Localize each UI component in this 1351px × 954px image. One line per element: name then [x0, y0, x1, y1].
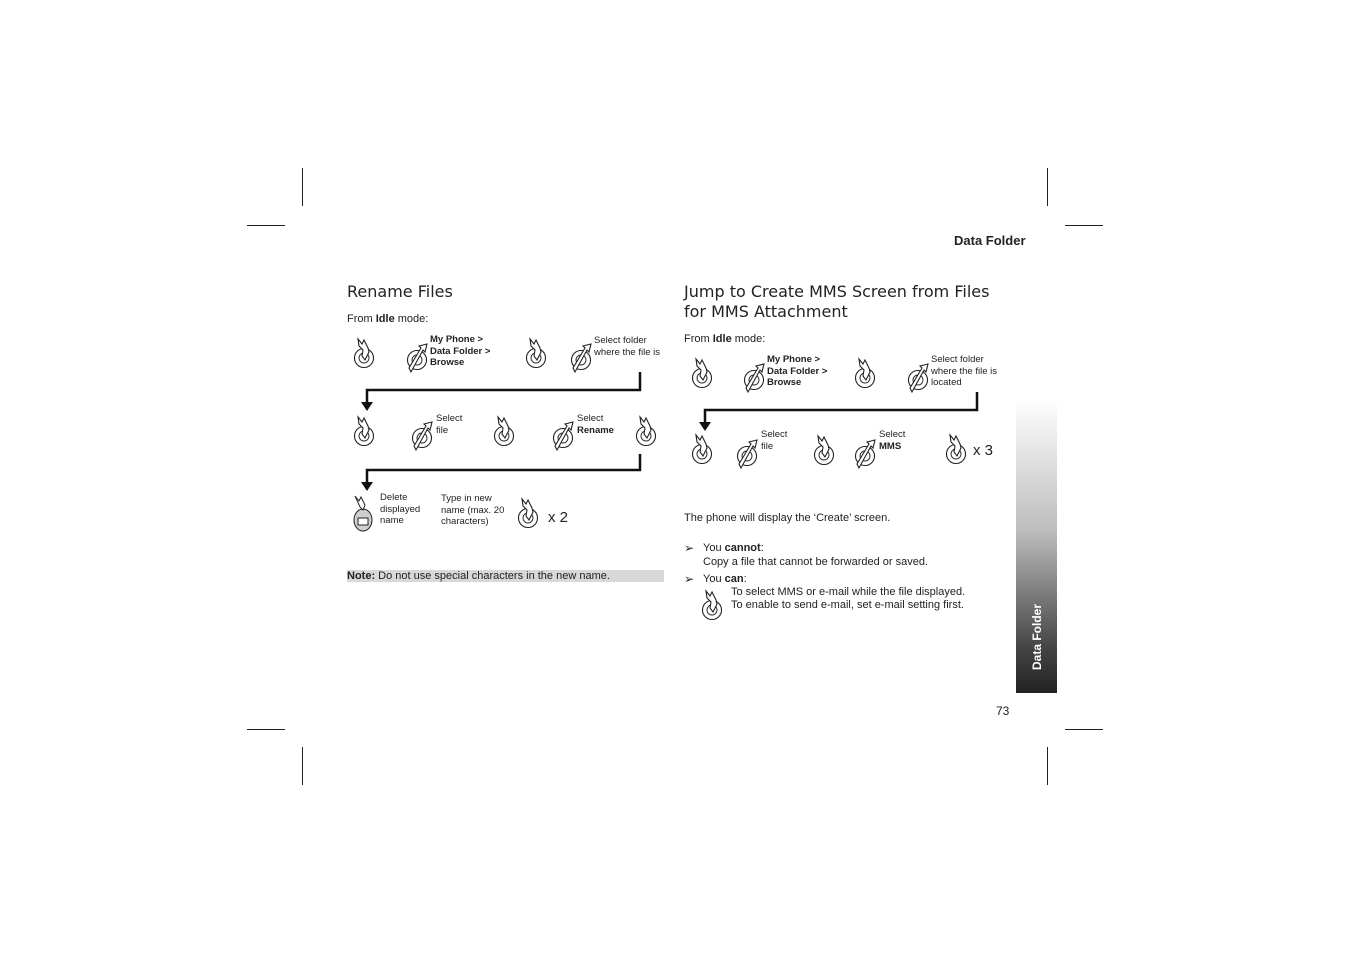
note-label: Note:: [347, 570, 376, 582]
side-tab-label: Data Folder: [1030, 603, 1044, 670]
crop-mark: [247, 729, 285, 730]
scroll-key-icon: [408, 418, 436, 454]
arrow-bullet-icon: ➢: [684, 541, 695, 555]
crop-mark: [302, 168, 303, 206]
options-key-icon: [812, 433, 838, 469]
select-folder-text: Select folder where the file is located: [931, 354, 998, 388]
idle-mode: Idle: [712, 333, 732, 345]
select-folder-text: Select folder where the file is: [594, 335, 661, 358]
display-create-text: The phone will display the ‘Create’ screen.: [684, 512, 891, 524]
section-header: Data Folder: [954, 233, 1026, 248]
jump-mms-title: Jump to Create MMS Screen from Files for MMS Attachment: [684, 282, 990, 321]
ok-key-icon: [524, 336, 550, 372]
menu-key-icon: [352, 336, 378, 372]
can-label: You can:: [703, 573, 747, 585]
flow-connector: [356, 450, 646, 495]
repeat-count: x 3: [973, 442, 994, 459]
from-idle-mode: [684, 333, 765, 346]
ok-key-icon: [690, 432, 716, 468]
flow-connector: [356, 370, 646, 415]
ok-key-icon: [944, 432, 970, 468]
menu-path: My Phone > Data Folder > Browse: [767, 354, 828, 388]
flow-connector: [694, 390, 984, 435]
crop-mark: [1047, 747, 1048, 785]
menu-path: My Phone > Data Folder > Browse: [430, 334, 491, 368]
crop-mark: [1065, 225, 1103, 226]
ok-key-icon: [700, 588, 726, 624]
from-prefix: From: [347, 313, 376, 325]
ok-key-icon: [352, 414, 378, 450]
ok-key-icon: [516, 496, 542, 532]
cannot-text: You cannot: Copy a file that cannot be forwarded or saved.: [703, 542, 929, 568]
crop-mark: [1047, 168, 1048, 206]
clear-key-icon: [351, 494, 375, 534]
from-idle-mode: [347, 313, 428, 326]
idle-mode: Idle: [375, 313, 395, 325]
from-suffix: mode:: [731, 333, 766, 345]
from-suffix: mode:: [394, 313, 429, 325]
select-rename-text: Select Rename: [577, 413, 614, 436]
can-text: To select MMS or e-mail while the file displayed. To enable to send e-mail, set e-mail setting first.: [731, 586, 966, 611]
note-box: [347, 570, 664, 582]
scroll-key-icon: [733, 436, 761, 472]
crop-mark: [302, 747, 303, 785]
rename-files-title: Rename Files: [347, 282, 453, 301]
select-mms-text: Select MMS: [879, 429, 906, 452]
from-prefix: From: [684, 333, 713, 345]
select-file-text: Select file: [761, 429, 788, 452]
select-file-text: Select file: [436, 413, 463, 436]
note-text: Do not use special characters in the new name.: [375, 570, 610, 582]
crop-mark: [247, 225, 285, 226]
delete-name-text: Delete displayed name: [380, 492, 421, 526]
ok-key-icon: [853, 356, 879, 392]
scroll-key-icon: [549, 418, 577, 454]
options-key-icon: [492, 414, 518, 450]
menu-key-icon: [690, 356, 716, 392]
type-new-name-text: Type in new name (max. 20 characters): [441, 493, 505, 527]
arrow-bullet-icon: ➢: [684, 572, 695, 586]
scroll-key-icon: [851, 436, 879, 472]
repeat-count: x 2: [548, 509, 569, 526]
crop-mark: [1065, 729, 1103, 730]
ok-key-icon: [634, 414, 660, 450]
page-number: 73: [996, 704, 1010, 718]
